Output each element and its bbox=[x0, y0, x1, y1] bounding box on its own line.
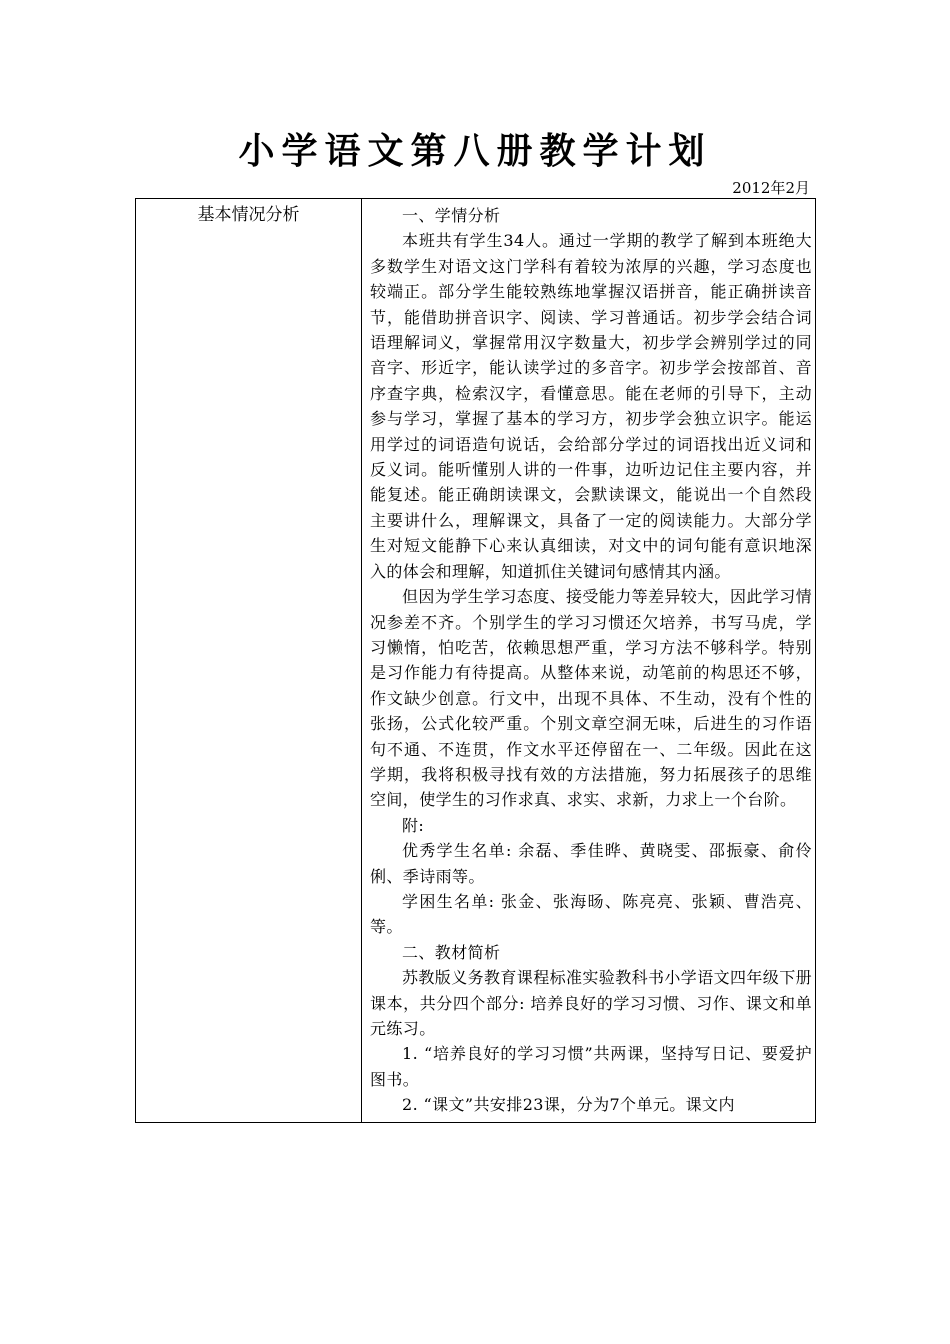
table-left-border bbox=[135, 198, 136, 1122]
analysis-content bbox=[370, 203, 812, 1118]
document-date: 2012年2月 bbox=[732, 179, 810, 197]
paragraph: 但因为学生学习态度、接受能力等差异较大，因此学习情况参差不齐。个别学生的学习习惯还欠培养，书写马虎，学习懒惰，怕吃苦，依赖思想严重，学习方法不够科学。特别是习作能力有待提高。从整体来说，动笔前的构思还不够，作文缺少创意。行文中，出现不具体、不生动，没有个性的张扬，公式化较严重。个别文章空洞无味，后进生的习作语句不通、不连贯，作文水平还停留在一、二年级。因此在这学期，我将积极寻找有效的方法措施，努力拓展孩子的思维空间，使学生的习作求真、求实、求新，力求上一个台阶。 bbox=[370, 587, 813, 810]
paragraph: 附: bbox=[402, 815, 425, 835]
document-title: 小学语文第八册教学计划 bbox=[238, 131, 712, 172]
table-column-divider bbox=[361, 198, 362, 1122]
paragraph: 学困生名单: 张金、张海旸、陈亮亮、张颖、曹浩亮、等。 bbox=[370, 891, 812, 937]
paragraph: 本班共有学生34人。通过一学期的教学了解到本班绝大多数学生对语文这门学科有着较为浓厚的兴趣，学习态度也较端正。部分学生能较熟练地掌握汉语拼音，能正确拼读音节，能借助拼音识字、阅读、学习普通话。初步学会结合词语理解词义，掌握常用汉字数量大，初步学会辨别学过的同音字、形近字，能认读学过的多音字。初步学会按部首、音序查字典，检索汉字，看懂意思。能在老师的引导下，主动参与学习，掌握了基本的学习方，初步学会独立识字。能运用学过的词语造句说话，会给部分学过的词语找出近义词和反义词。能听懂别人讲的一件事，边听边记住主要内容，并能复述。能正确朗读课文，会默读课文，能说出一个自然段主要讲什么，理解课文，具备了一定的阅读能力。大部分学生对短文能静下心来认真细读，对文中的词句能有意识地深入的体会和理解，知道抓住关键词句感情其内涵。 bbox=[370, 231, 812, 581]
paragraph: 1. “培养良好的学习习惯”共两课，坚持写日记、要爱护图书。 bbox=[370, 1044, 812, 1089]
paragraph: 苏教版义务教育课程标准实验教科书小学语文四年级下册课本，共分四个部分: 培养良好的学习习惯、习作、课文和单元练习。 bbox=[370, 968, 813, 1038]
table-row-border bbox=[135, 1122, 816, 1123]
left-header-cell bbox=[136, 203, 361, 227]
section-heading: 二、教材简析 bbox=[402, 942, 501, 962]
section-heading: 一、学情分析 bbox=[402, 206, 501, 225]
table-top-border bbox=[135, 198, 816, 199]
left-header-label: 基本情况分析 bbox=[197, 205, 300, 225]
table-right-border bbox=[815, 198, 816, 1122]
paragraph: 2. “课文”共安排23课，分为7个单元。课文内 bbox=[402, 1095, 735, 1115]
paragraph: 优秀学生名单: 余磊、季佳晔、黄晓雯、邵振豪、俞伶俐、季诗雨等。 bbox=[370, 841, 812, 886]
